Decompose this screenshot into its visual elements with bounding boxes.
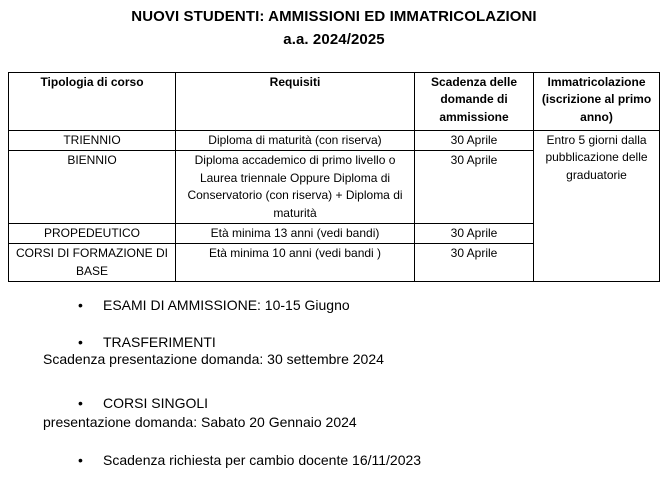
admissions-table: [8, 72, 660, 282]
list-item-corsi-singoli: [0, 394, 668, 413]
list-item-esami: [0, 296, 668, 315]
trasferimenti-detail: Scadenza presentazione domanda: 30 settembre 2024: [43, 351, 384, 367]
column-header-requisiti: Requisiti: [176, 73, 415, 131]
list-item-text: TRASFERIMENTI: [103, 334, 216, 350]
column-header-scadenza: Scadenza delle domande di ammissione: [415, 73, 534, 131]
bullet-icon: •: [78, 334, 83, 350]
bullet-icon: •: [78, 395, 83, 411]
bullet-icon: •: [78, 452, 83, 468]
cell-immatricolazione-merged: Entro 5 giorni dalla pubblicazione delle graduatorie: [534, 131, 660, 282]
title-line-1: NUOVI STUDENTI: AMMISSIONI ED IMMATRICOLAZIONI: [131, 8, 537, 25]
cell-tipologia: BIENNIO: [9, 151, 176, 224]
column-header-tipologia: Tipologia di corso: [9, 73, 176, 131]
corsi-singoli-detail: presentazione domanda: Sabato 20 Gennaio 2024: [43, 414, 357, 430]
cell-tipologia: PROPEDEUTICO: [9, 224, 176, 244]
cell-requisiti: Età minima 10 anni (vedi bandi ): [176, 244, 415, 282]
list-item-text: Scadenza richiesta per cambio docente 16/11/2023: [103, 452, 422, 468]
cell-scadenza: 30 Aprile: [415, 224, 534, 244]
cell-tipologia: CORSI DI FORMAZIONE DI BASE: [9, 244, 176, 282]
cell-requisiti: Età minima 13 anni (vedi bandi): [176, 224, 415, 244]
column-header-immatricolazione: Immatricolazione (iscrizione al primo anno): [534, 73, 660, 131]
cell-requisiti: Diploma accademico di primo livello o Laurea triennale Oppure Diploma di Conservatorio (con riserva) + Diploma di maturità: [176, 151, 415, 224]
list-item-text: ESAMI DI AMMISSIONE: 10-15 Giugno: [103, 297, 350, 313]
page-title: [0, 5, 668, 51]
header-row: [9, 73, 660, 131]
table-row-triennio: [9, 131, 660, 151]
cell-scadenza: 30 Aprile: [415, 151, 534, 224]
title-line-2: a.a. 2024/2025: [283, 31, 385, 48]
cell-tipologia: TRIENNIO: [9, 131, 176, 151]
bullet-icon: •: [78, 297, 83, 313]
cell-scadenza: 30 Aprile: [415, 244, 534, 282]
cell-requisiti: Diploma di maturità (con riserva): [176, 131, 415, 151]
cell-scadenza: 30 Aprile: [415, 131, 534, 151]
list-item-text: CORSI SINGOLI: [103, 395, 209, 411]
list-item-cambio-docente: [0, 451, 668, 470]
